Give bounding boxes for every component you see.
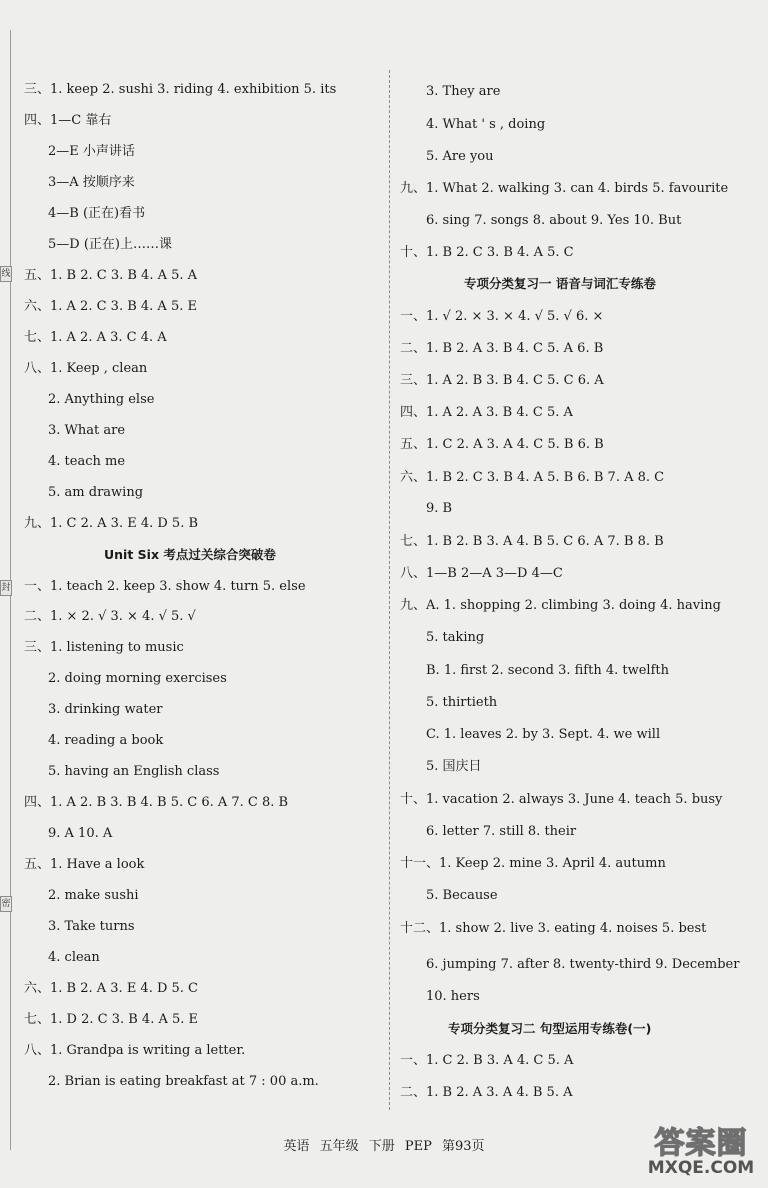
answer-line: 七、1. B 2. B 3. A 4. B 5. C 6. A 7. B 8. B [400,534,664,549]
answer-line: 3. drinking water [48,702,163,717]
binding-mark: 封 [0,580,12,596]
answer-line: 二、1. B 2. A 3. B 4. C 5. A 6. B [400,341,604,356]
answer-line: 6. sing 7. songs 8. about 9. Yes 10. But [426,213,682,228]
answer-line: 3—A 按顺序来 [48,175,135,190]
answer-line: 3. Take turns [48,919,135,934]
column-divider [389,70,391,1110]
answer-line: B. 1. first 2. second 3. fifth 4. twelfth [426,663,669,678]
answer-line: 三、1. A 2. B 3. B 4. C 5. C 6. A [400,373,604,388]
answer-line: 5. 国庆日 [426,759,482,774]
answer-line: 3. They are [426,84,501,99]
answer-line: 2. make sushi [48,888,139,903]
answer-line: 八、1. Grandpa is writing a letter. [24,1043,246,1058]
answer-line: 5. having an English class [48,764,220,779]
answer-line: 四、1. A 2. B 3. B 4. B 5. C 6. A 7. C 8. B [24,795,289,810]
answer-line: 八、1. Keep , clean [24,361,148,376]
answer-line: 5. thirtieth [426,695,498,710]
answer-line: 九、A. 1. shopping 2. climbing 3. doing 4. having [400,598,721,613]
binding-mark: 密 [0,896,12,912]
page-footer: 英语 五年级 下册 PEP 第93页 [283,1139,485,1154]
answer-line: 十一、1. Keep 2. mine 3. April 4. autumn [400,856,666,871]
answer-line: 9. B [426,501,453,516]
binding-mark: 线 [0,266,12,282]
answer-line: 八、1—B 2—A 3—D 4—C [400,566,563,581]
answer-line: 十二、1. show 2. live 3. eating 4. noises 5. best [400,921,707,936]
answer-line: 5. am drawing [48,485,144,500]
answer-line: 三、1. keep 2. sushi 3. riding 4. exhibition 5. its [24,82,337,97]
answer-line: 四、1. A 2. A 3. B 4. C 5. A [400,405,573,420]
answer-line: 5. Are you [426,149,494,164]
answer-line: 六、1. B 2. C 3. B 4. A 5. B 6. B 7. A 8. C [400,470,665,485]
answer-line: 4. What ' s , doing [426,117,546,132]
answer-line: 一、1. √ 2. × 3. × 4. √ 5. √ 6. × [400,309,604,324]
section-heading: 专项分类复习二 句型运用专练卷(一) [448,1021,652,1036]
answer-line: 十、1. B 2. C 3. B 4. A 5. C [400,245,574,260]
section-heading: Unit Six 考点过关综合突破卷 [104,547,276,562]
answer-line: 9. A 10. A [48,826,113,841]
answer-line: 一、1. C 2. B 3. A 4. C 5. A [400,1053,574,1068]
watermark-text: 答案圈 [654,1126,748,1161]
answer-line: 六、1. A 2. C 3. B 4. A 5. E [24,299,197,314]
answer-line: 6. jumping 7. after 8. twenty-third 9. December [426,957,740,972]
answer-line: 5. Because [426,888,498,903]
answer-line: 十、1. vacation 2. always 3. June 4. teach 5. busy [400,792,723,807]
answer-line: 五、1. C 2. A 3. A 4. C 5. B 6. B [400,437,604,452]
answer-line: 2. Anything else [48,392,155,407]
answer-line: 六、1. B 2. A 3. E 4. D 5. C [24,981,199,996]
answer-line: 二、1. × 2. √ 3. × 4. √ 5. √ [24,609,196,624]
answer-line: 七、1. A 2. A 3. C 4. A [24,330,167,345]
answer-line: 三、1. listening to music [24,640,184,655]
answer-line: 5—D (正在)上……课 [48,237,172,252]
answer-line: 6. letter 7. still 8. their [426,824,577,839]
section-heading: 专项分类复习一 语音与词汇专练卷 [464,276,656,291]
answer-line: 2. doing morning exercises [48,671,227,686]
answer-line: 5. taking [426,630,485,645]
answer-line: 一、1. teach 2. keep 3. show 4. turn 5. else [24,579,306,594]
answer-line: 2. Brian is eating breakfast at 7 : 00 a.m. [48,1074,319,1089]
watermark-logo [638,1118,764,1184]
answer-line: 4. reading a book [48,733,164,748]
answer-line: 七、1. D 2. C 3. B 4. A 5. E [24,1012,199,1027]
answer-line: 4. teach me [48,454,126,469]
answer-line: 4—B (正在)看书 [48,206,146,221]
answer-line: 四、1—C 靠右 [24,113,112,128]
answer-line: 2—E 小声讲话 [48,144,135,159]
answer-line: 10. hers [426,989,480,1004]
answer-line: 九、1. What 2. walking 3. can 4. birds 5. favourite [400,181,729,196]
watermark-url: MXQE.COM [647,1158,755,1178]
answer-line: 二、1. B 2. A 3. A 4. B 5. A [400,1085,573,1100]
answer-line: 3. What are [48,423,126,438]
answer-line: C. 1. leaves 2. by 3. Sept. 4. we will [426,727,661,742]
answer-line: 五、1. B 2. C 3. B 4. A 5. A [24,268,198,283]
answer-line: 五、1. Have a look [24,857,145,872]
answer-line: 4. clean [48,950,100,965]
answer-line: 九、1. C 2. A 3. E 4. D 5. B [24,516,199,531]
